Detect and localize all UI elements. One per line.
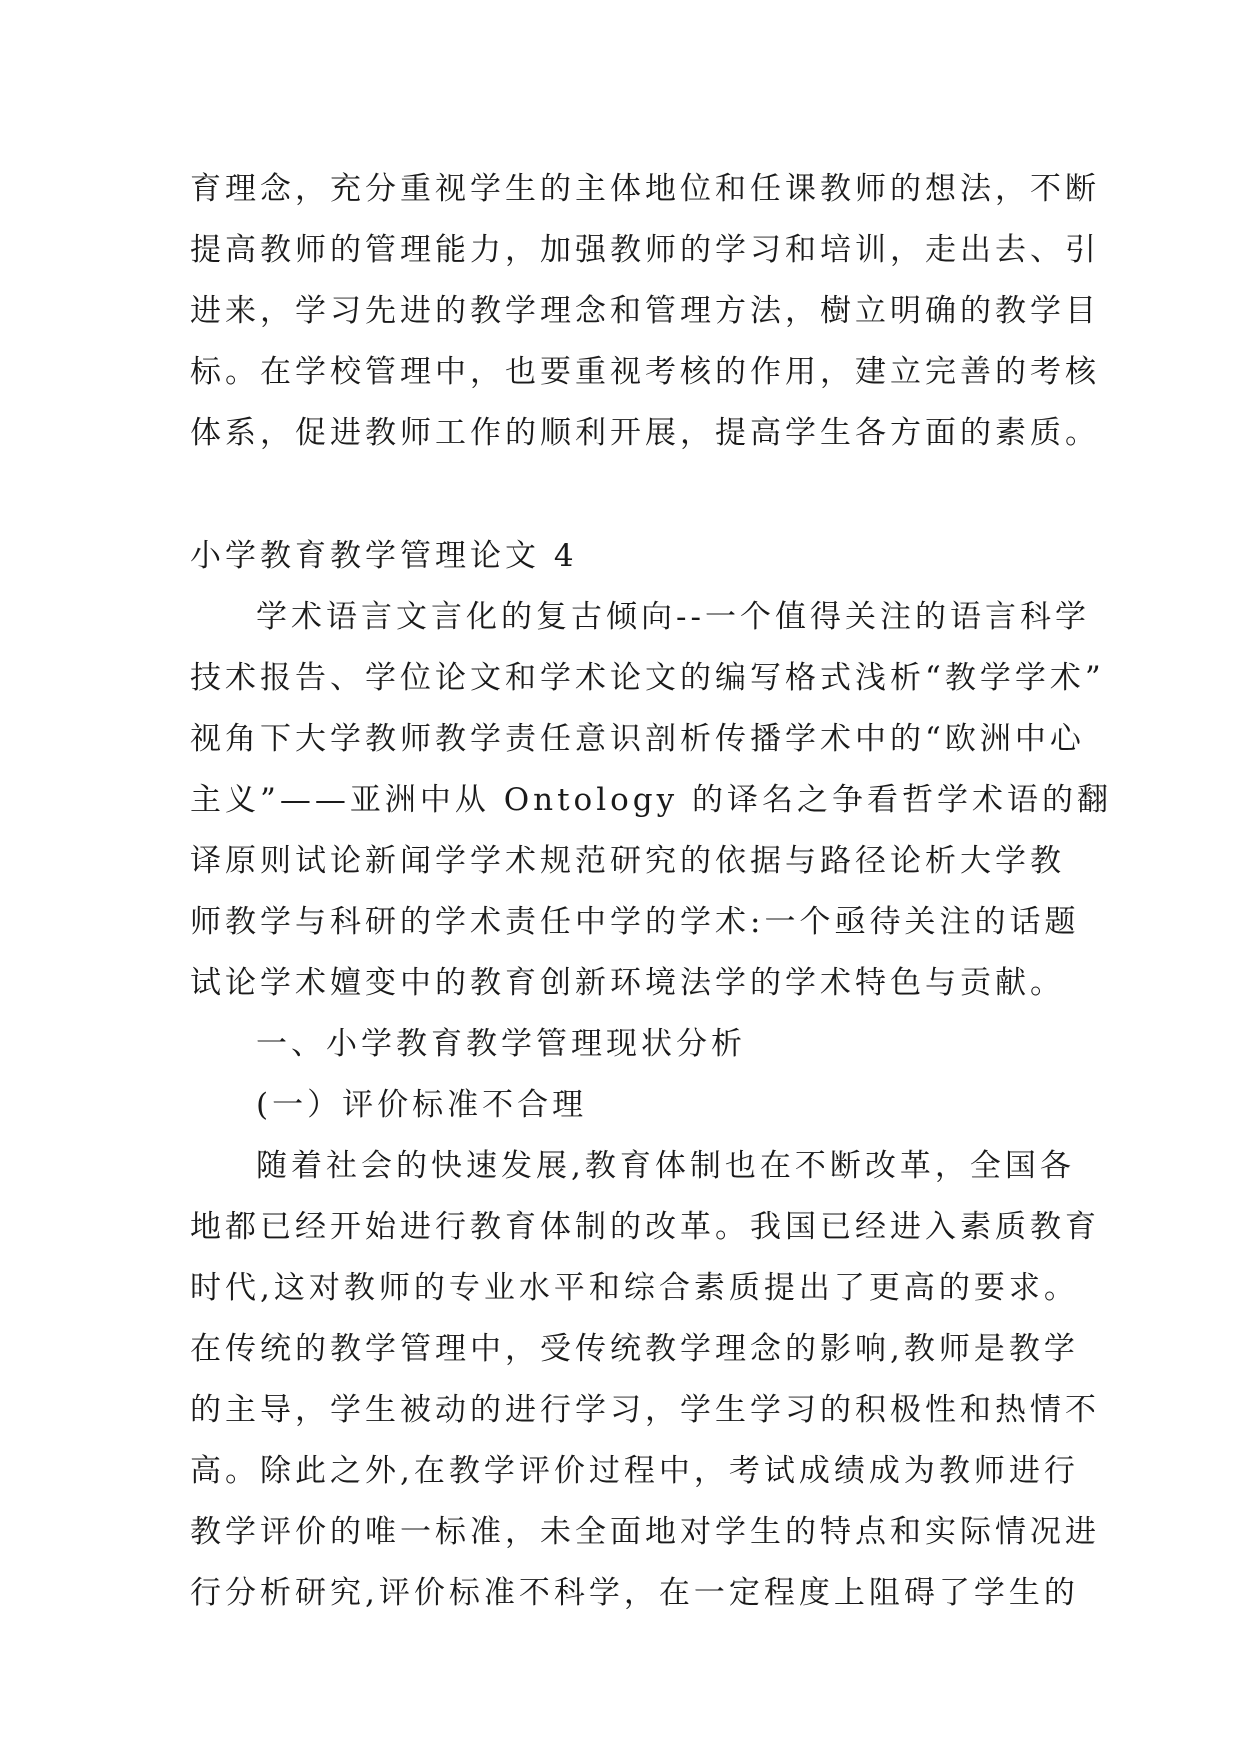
body-line: 随着社会的快速发展,教育体制也在不断改革，全国各 (256, 1148, 1075, 1184)
heading-level-1: 一、小学教育教学管理现状分析 (256, 1026, 746, 1062)
paragraph-line: 标。在学校管理中，也要重视考核的作用，建立完善的考核 (190, 354, 1100, 390)
paragraph-line: 体系，促进教师工作的顺利开展，提高学生各方面的素质。 (190, 415, 1100, 451)
body-line: 在传统的教学管理中，受传统教学理念的影响,教师是教学 (190, 1331, 1079, 1367)
section-title: 小学教育教学管理论文 4 (190, 538, 578, 574)
paragraph-gap (190, 464, 1070, 526)
paragraph-line: 进来，学习先进的教学理念和管理方法，樹立明确的教学目 (190, 293, 1100, 329)
body-line: 地都已经开始进行教育体制的改革。我国已经进入素质教育 (190, 1209, 1100, 1245)
reference-line: 试论学术嬗变中的教育创新环境法学的学术特色与贡献。 (190, 965, 1065, 1001)
reference-line: 译原则试论新闻学学术规范研究的依据与路径论析大学教 (190, 843, 1065, 879)
document-body (190, 159, 1112, 1624)
reference-line: 技术报告、学位论文和学术论文的编写格式浅析“教学学术” (190, 660, 1105, 696)
reference-line: 主义”——亚洲中从 Ontology 的译名之争看哲学术语的翻 (190, 782, 1112, 818)
body-line: 的主导，学生被动的进行学习，学生学习的积极性和热情不 (190, 1392, 1100, 1428)
reference-line: 视角下大学教师教学责任意识剖析传播学术中的“欧洲中心 (190, 721, 1085, 757)
body-line: 行分析研究,评价标准不科学，在一定程度上阻碍了学生的 (190, 1575, 1079, 1611)
reference-line: 师教学与科研的学术责任中学的学术:一个亟待关注的话题 (190, 904, 1080, 940)
paragraph-line: 育理念，充分重视学生的主体地位和任课教师的想法，不断 (190, 171, 1100, 207)
body-line: 高。除此之外,在教学评价过程中，考试成绩成为教师进行 (190, 1453, 1079, 1489)
reference-line: 学术语言文言化的复古倾向--一个值得关注的语言科学 (256, 599, 1090, 635)
heading-level-2: (一）评价标准不合理 (256, 1087, 588, 1123)
body-line: 时代,这对教师的专业水平和综合素质提出了更高的要求。 (190, 1270, 1079, 1306)
paragraph-line: 提高教师的管理能力，加强教师的学习和培训，走出去、引 (190, 232, 1100, 268)
body-line: 教学评价的唯一标准，未全面地对学生的特点和实际情况进 (190, 1514, 1100, 1550)
